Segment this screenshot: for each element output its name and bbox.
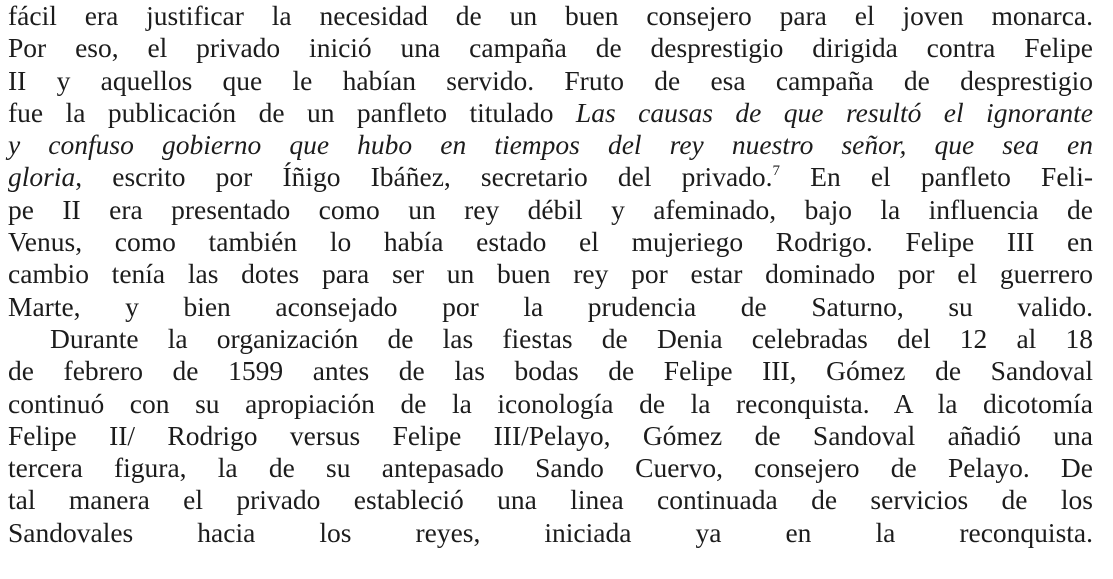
document-body <box>8 0 1093 549</box>
text-line: continuó con su apropiación de la iconología de la reconquista. A la dicotomía <box>8 387 1093 419</box>
italic-title: gloria <box>8 161 76 193</box>
text-line: II y aquellos que le habían servido. Fruto de esa campaña de desprestigio <box>8 64 1093 96</box>
text-segment: fue la publicación de un panfleto titulado <box>8 96 576 128</box>
text-line: Durante la organización de las fiestas de Denia celebradas del 12 al 18 <box>50 322 1093 354</box>
italic-title: Las causas de que resultó el ignorante <box>575 96 1093 128</box>
text-segment: En el panfleto Feli- <box>780 161 1093 193</box>
text-line: fácil era justificar la necesidad de un buen consejero para el joven monarca. <box>8 0 1093 31</box>
text-line: Venus, como también lo había estado el mujeriego Rodrigo. Felipe III en <box>8 226 1093 258</box>
text-line: de febrero de 1599 antes de las bodas de Felipe III, Gómez de Sandoval <box>8 355 1093 387</box>
text-line: pe II era presentado como un rey débil y afeminado, bajo la influencia de <box>8 193 1093 225</box>
paragraph-2 <box>8 323 1093 549</box>
paragraph-1 <box>8 0 1093 323</box>
footnote-marker: 7 <box>772 163 781 180</box>
text-line <box>8 161 1093 193</box>
text-line: Marte, y bien aconsejado por la prudencia de Saturno, su valido. <box>8 290 1093 322</box>
text-segment: , escrito por Íñigo Ibáñez, secretario del privado. <box>75 161 773 193</box>
text-line: tercera figura, la de su antepasado Sando Cuervo, consejero de Pelayo. De <box>8 452 1093 484</box>
text-line: cambio tenía las dotes para ser un buen rey por estar dominado por el guerrero <box>8 258 1093 290</box>
text-line: Sandovales hacia los reyes, iniciada ya en la reconquista. <box>8 516 1093 548</box>
text-line: Felipe II/ Rodrigo versus Felipe III/Pelayo, Gómez de Sandoval añadió una <box>8 419 1093 451</box>
italic-title-line: y confuso gobierno que hubo en tiempos del rey nuestro señor, que sea en <box>8 129 1093 161</box>
text-line: tal manera el privado estableció una linea continuada de servicios de los <box>8 484 1093 516</box>
text-line <box>8 97 1093 129</box>
text-line: Por eso, el privado inició una campaña de desprestigio dirigida contra Felipe <box>8 32 1093 64</box>
